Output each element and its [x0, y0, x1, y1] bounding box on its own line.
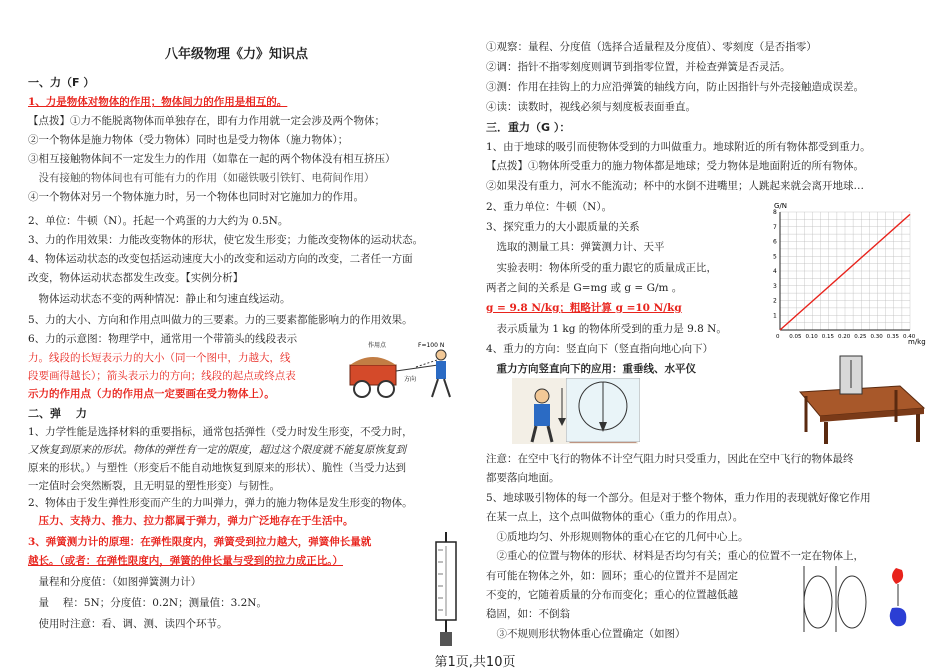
text-line: 改变，物体运动状态都发生改变。【实例分析】: [28, 272, 244, 284]
text-line: 【点拨】①力不能脱离物体而单独存在，即有力作用就一定会涉及两个物体；: [28, 115, 385, 127]
spring-scale-figure: [426, 532, 466, 650]
text-line: 一定值时会突然断裂，且无明显的塑性形变）与韧性。: [28, 480, 280, 492]
text-line: 2、重力单位：牛顿（N）。: [486, 201, 613, 213]
center-of-gravity-figure: [796, 562, 926, 634]
text-line: ②调：指针不指零刻度则调节到指零位置，并检查弹簧是否灵活。: [486, 61, 791, 73]
text-line: 稳固，如：不倒翁: [486, 608, 570, 620]
text-line: 3、弹簧测力计的原理：在弹性限度内，弹簧受到拉力越大，弹簧伸长量就: [28, 536, 372, 548]
text-line: 1、力学性能是选择材料的重要指标，通常包括弹性（受力时发生形变，不受力时，: [28, 426, 413, 438]
text-line: 都要落向地面。: [486, 472, 560, 484]
x-tick-label: 0.40: [903, 334, 916, 340]
text-line: 物体运动状态不变的两种情况：静止和匀速直线运动。: [28, 293, 291, 305]
text-line: ②如果没有重力，河水不能流动；杯中的水倒不进嘴里；人跳起来就会离开地球…: [486, 180, 864, 192]
text-line: 1、力是物体对物体的作用；物体间力的作用是相互的。: [28, 96, 288, 108]
section-heading-gravity: 三．重力（G ）：: [486, 121, 571, 134]
text-line: 又恢复到原来的形状。物体的弹性有一定的限度，超过这个限度就不能复原恢复到: [28, 444, 406, 456]
text-line: ①质地均匀、外形规则物体的重心在它的几何中心上。: [486, 531, 749, 543]
page-footer: 第1页,共10页: [434, 655, 516, 670]
text-line: ②重心的位置与物体的形状、材料是否均匀有关；重心的位置不一定在物体上，: [486, 550, 864, 562]
plumb-bob-figure: [566, 378, 640, 442]
level-table-figure: [790, 352, 930, 448]
x-tick-label: 0: [776, 334, 780, 340]
text-line: 5、地球吸引物体的每一个部分。但是对于整个物体，重力作用的表现就好像它作用: [486, 492, 871, 504]
text-line: 两者之间的关系是 G=mg 或 g = G/m 。: [486, 282, 683, 294]
text-line: ③测：作用在挂钩上的力应沿弹簧的轴线方向，防止因指针与外壳接触造成误差。: [486, 81, 864, 93]
section-heading-elastic: 二、弹 力: [28, 407, 87, 420]
y-tick-label: 4: [773, 268, 777, 275]
y-axis-label: G/N: [774, 202, 788, 210]
text-line: 【点拨】①物体所受重力的施力物体都是地球；受力物体是地面附近的所有物体。: [486, 160, 864, 172]
text-line: 重力方向竖直向下的应用：重垂线、水平仪: [486, 363, 696, 375]
text-line: 6、力的示意图：物理学中，通常用一个带箭头的线段表示: [28, 333, 298, 345]
doc-title: 八年级物理《力》知识点: [165, 47, 309, 62]
text-line: 4、物体运动状态的改变包括运动速度大小的改变和运动方向的改变，二者任一方面: [28, 253, 413, 265]
text-line: ①观察：量程、分度值（选择合适量程及分度值）、零刻度（是否指零）: [486, 41, 817, 53]
x-tick-label: 0.05: [789, 334, 802, 340]
x-tick-label: 0.30: [870, 334, 883, 340]
text-line: g = 9.8 N/kg；粗略计算 g =10 N/kg: [486, 302, 682, 314]
y-tick-label: 1: [773, 312, 777, 320]
text-line: 实验表明：物体所受的重力跟它的质量成正比，: [486, 262, 717, 274]
x-tick-label: 0.10: [805, 334, 818, 340]
x-tick-label: 0.20: [838, 334, 851, 340]
text-line: 压力、支持力、推力、拉力都属于弹力，弹力广泛地存在于生活中。: [28, 515, 354, 527]
y-tick-label: 2: [773, 297, 777, 305]
text-line: 使用时注意：看、调、测、读四个环节。: [28, 618, 228, 630]
y-tick-label: 6: [773, 238, 777, 246]
text-line: ④读：读数时，视线必须与刻度板表面垂直。: [486, 101, 696, 113]
y-tick-label: 7: [773, 223, 777, 231]
text-line: 5、力的大小、方向和作用点叫做力的三要素。力的三要素都能影响力的作用效果。: [28, 314, 413, 326]
text-line: 选取的测量工具：弹簧测力计、天平: [486, 241, 665, 253]
y-tick-label: 8: [773, 209, 777, 216]
text-line: 1、由于地球的吸引而使物体受到的力叫做重力。地球附近的所有物体都受到重力。: [486, 141, 871, 153]
text-line: 3、探究重力的大小跟质量的关系: [486, 221, 640, 233]
text-line: 力。线段的长短表示力的大小（同一个图中，力越大，线: [28, 352, 291, 364]
y-tick-label: 3: [773, 282, 777, 290]
text-line: 在某一点上，这个点叫做物体的重心（重力的作用点）。: [486, 511, 744, 523]
text-line: 没有接触的物体间也有可能有力的作用（如磁铁吸引铁钉、电荷间作用）: [28, 172, 375, 184]
section-heading-force: 一、力（F ）: [28, 76, 95, 89]
cart-pulling-figure: [346, 337, 464, 405]
text-line: 2、物体由于发生弹性形变而产生的力叫弹力，弹力的施力物体是发生形变的物体。: [28, 497, 413, 509]
text-line: 3、力的作用效果：力能改变物体的形状，使它发生形变；力能改变物体的运动状态。: [28, 234, 424, 246]
x-tick-label: 0.25: [854, 334, 867, 340]
cart-label: 作用点: [368, 342, 387, 349]
text-line: 表示质量为 1 kg 的物体所受到的重力是 9.8 N。: [486, 323, 727, 335]
gravity-mass-chart: [760, 198, 930, 346]
x-tick-label: 0.35: [886, 334, 899, 340]
text-line: 不变的，它随着质量的分布而变化；重心的位置越低越: [486, 589, 738, 601]
text-line: 原来的形状。）与塑性（形变后不能自动地恢复到原来的形状）、脆性（当受力达到: [28, 462, 406, 474]
text-line: 段要画得越长）；箭头表示力的方向；线段的起点或终点表: [28, 370, 296, 382]
text-line: 2、单位：牛顿（N）。托起一个鸡蛋的力大约为 0.5N。: [28, 215, 289, 227]
x-axis-label: m/kg: [908, 338, 926, 346]
text-line: 注意：在空中飞行的物体不计空气阻力时只受重力，因此在空中飞行的物体最终: [486, 453, 854, 465]
text-line: 量程和分度值：（如图弹簧测力计）: [28, 576, 202, 588]
x-tick-label: 0.15: [821, 334, 834, 340]
text-line: 示力的作用点（力的作用点一定要画在受力物体上）。: [28, 388, 275, 400]
y-tick-label: 5: [773, 253, 777, 261]
text-line: 越长。（或者：在弹性限度内，弹簧的伸长量与受到的拉力成正比。）: [28, 555, 343, 567]
text-line: ③相互接触物体间不一定发生力的作用（如靠在一起的两个物体没有相互挤压）: [28, 153, 396, 165]
text-line: ②一个物体是施力物体（受力物体）同时也是受力物体（施力物体）；: [28, 134, 349, 146]
text-line: 有可能在物体之外，如：圆环；重心的位置并不是固定: [486, 570, 738, 582]
text-line: ③不规则形状物体重心位置确定（如图）: [486, 628, 686, 640]
text-line: 4、重力的方向：竖直向下（竖直指向地心向下）: [486, 343, 714, 355]
text-line: ④一个物体对另一个物体施力时，另一个物体也同时对它施加力的作用。: [28, 191, 364, 203]
direction-label: 方向: [404, 376, 417, 383]
force-label: F=100 N: [418, 342, 445, 349]
text-line: 量 程：5N；分度值：0.2N；测量值：3.2N。: [28, 597, 267, 609]
